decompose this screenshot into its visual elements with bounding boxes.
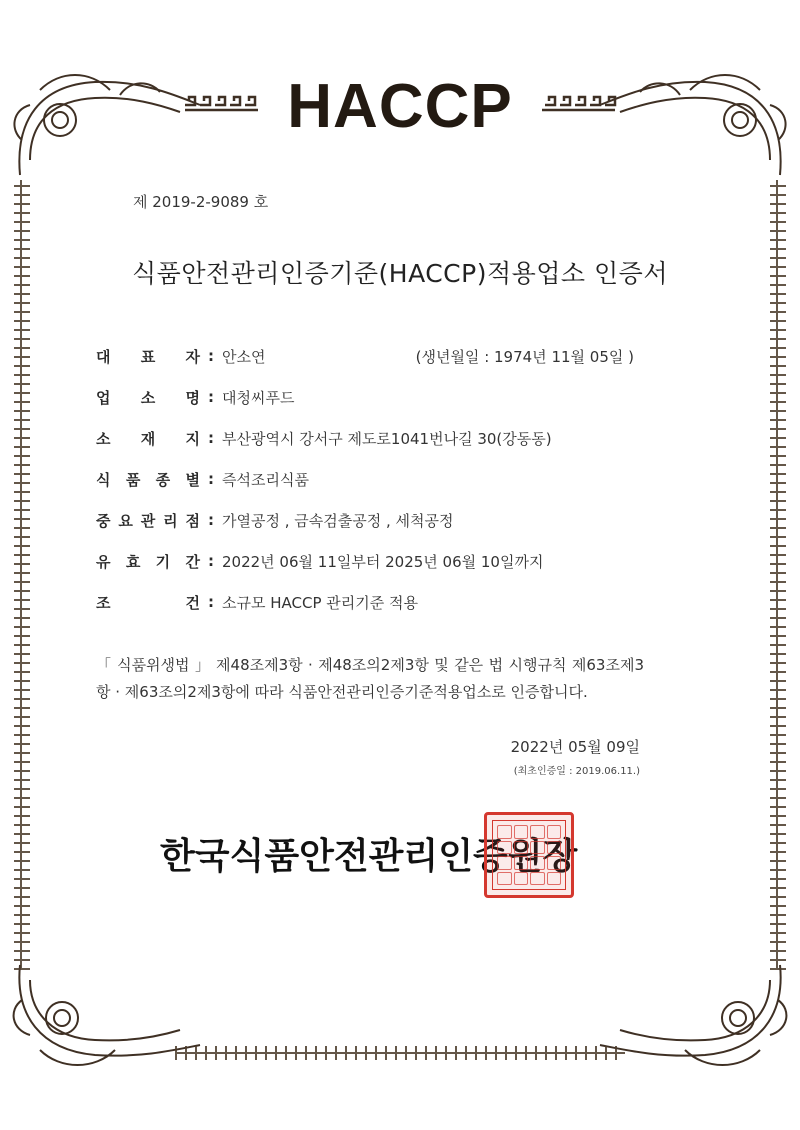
field-value: 안소연 — [222, 347, 266, 366]
field-business-name: 업 소 명 : 대청씨푸드 — [96, 384, 656, 410]
field-validity-period: 유 효 기 간 : 2022년 06월 11일부터 2025년 06월 10일까지 — [96, 548, 656, 574]
field-representative: 대 표 자 : 안소연 (생년월일 : 1974년 11월 05일 ) — [96, 343, 656, 369]
corner-scroll-top-right — [600, 75, 786, 175]
issuer-name: 한국식품안전관리인증원장 — [160, 836, 578, 877]
field-value: 대청씨푸드 — [222, 388, 295, 407]
field-value: 2022년 06월 11일부터 2025년 06월 10일까지 — [222, 552, 544, 571]
corner-scroll-bottom-left — [14, 965, 200, 1065]
field-label: 소 재 지 — [96, 429, 200, 448]
issue-date: 2022년 05월 09일 — [510, 738, 640, 756]
field-label: 식 품 종 별 — [96, 470, 200, 489]
field-address: 소 재 지 : 부산광역시 강서구 제도로1041번나길 30(강동동) — [96, 425, 656, 451]
birth-date: (생년월일 : 1974년 11월 05일 ) — [415, 347, 634, 366]
border-left-meander — [14, 180, 30, 970]
field-label: 중 요 관 리 점 — [96, 511, 200, 530]
field-label: 유 효 기 간 — [96, 552, 200, 571]
meander-left — [185, 97, 258, 110]
corner-scroll-top-left — [14, 75, 200, 175]
haccp-logo: HACCP — [287, 72, 513, 141]
corner-scroll-bottom-right — [600, 965, 786, 1065]
field-critical-control-points: 중 요 관 리 점 : 가열공정 , 금속검출공정 , 세척공정 — [96, 507, 656, 533]
field-label: 조 건 — [96, 593, 200, 612]
field-value: 소규모 HACCP 관리기준 적용 — [222, 593, 418, 612]
certificate-number: 제 2019-2-9089 호 — [133, 193, 269, 211]
first-certified-date: (최초인증일 : 2019.06.11.) — [513, 766, 640, 777]
certificate-title: 식품안전관리인증기준(HACCP)적용업소 인증서 — [132, 259, 668, 288]
field-value: 즉석조리식품 — [222, 470, 309, 489]
field-label: 업 소 명 — [96, 388, 200, 407]
field-label: 대 표 자 — [96, 347, 200, 366]
field-value: 부산광역시 강서구 제도로1041번나길 30(강동동) — [222, 429, 552, 448]
border-right-meander — [770, 180, 786, 970]
field-value: 가열공정 , 금속검출공정 , 세척공정 — [222, 511, 454, 530]
border-bottom-meander — [175, 1046, 625, 1060]
certification-statement: 「 식품위생법 」 제48조제3항 · 제48조의2제3항 및 같은 법 시행규칙 제63조제3항 · 제63조의2제3항에 따라 식품안전관리인증기준적용업소로 인증합니다. — [96, 656, 644, 701]
official-seal — [484, 812, 574, 898]
field-conditions: 조 건 : 소규모 HACCP 관리기준 적용 — [96, 589, 656, 615]
field-food-type: 식 품 종 별 : 즉석조리식품 — [96, 466, 656, 492]
